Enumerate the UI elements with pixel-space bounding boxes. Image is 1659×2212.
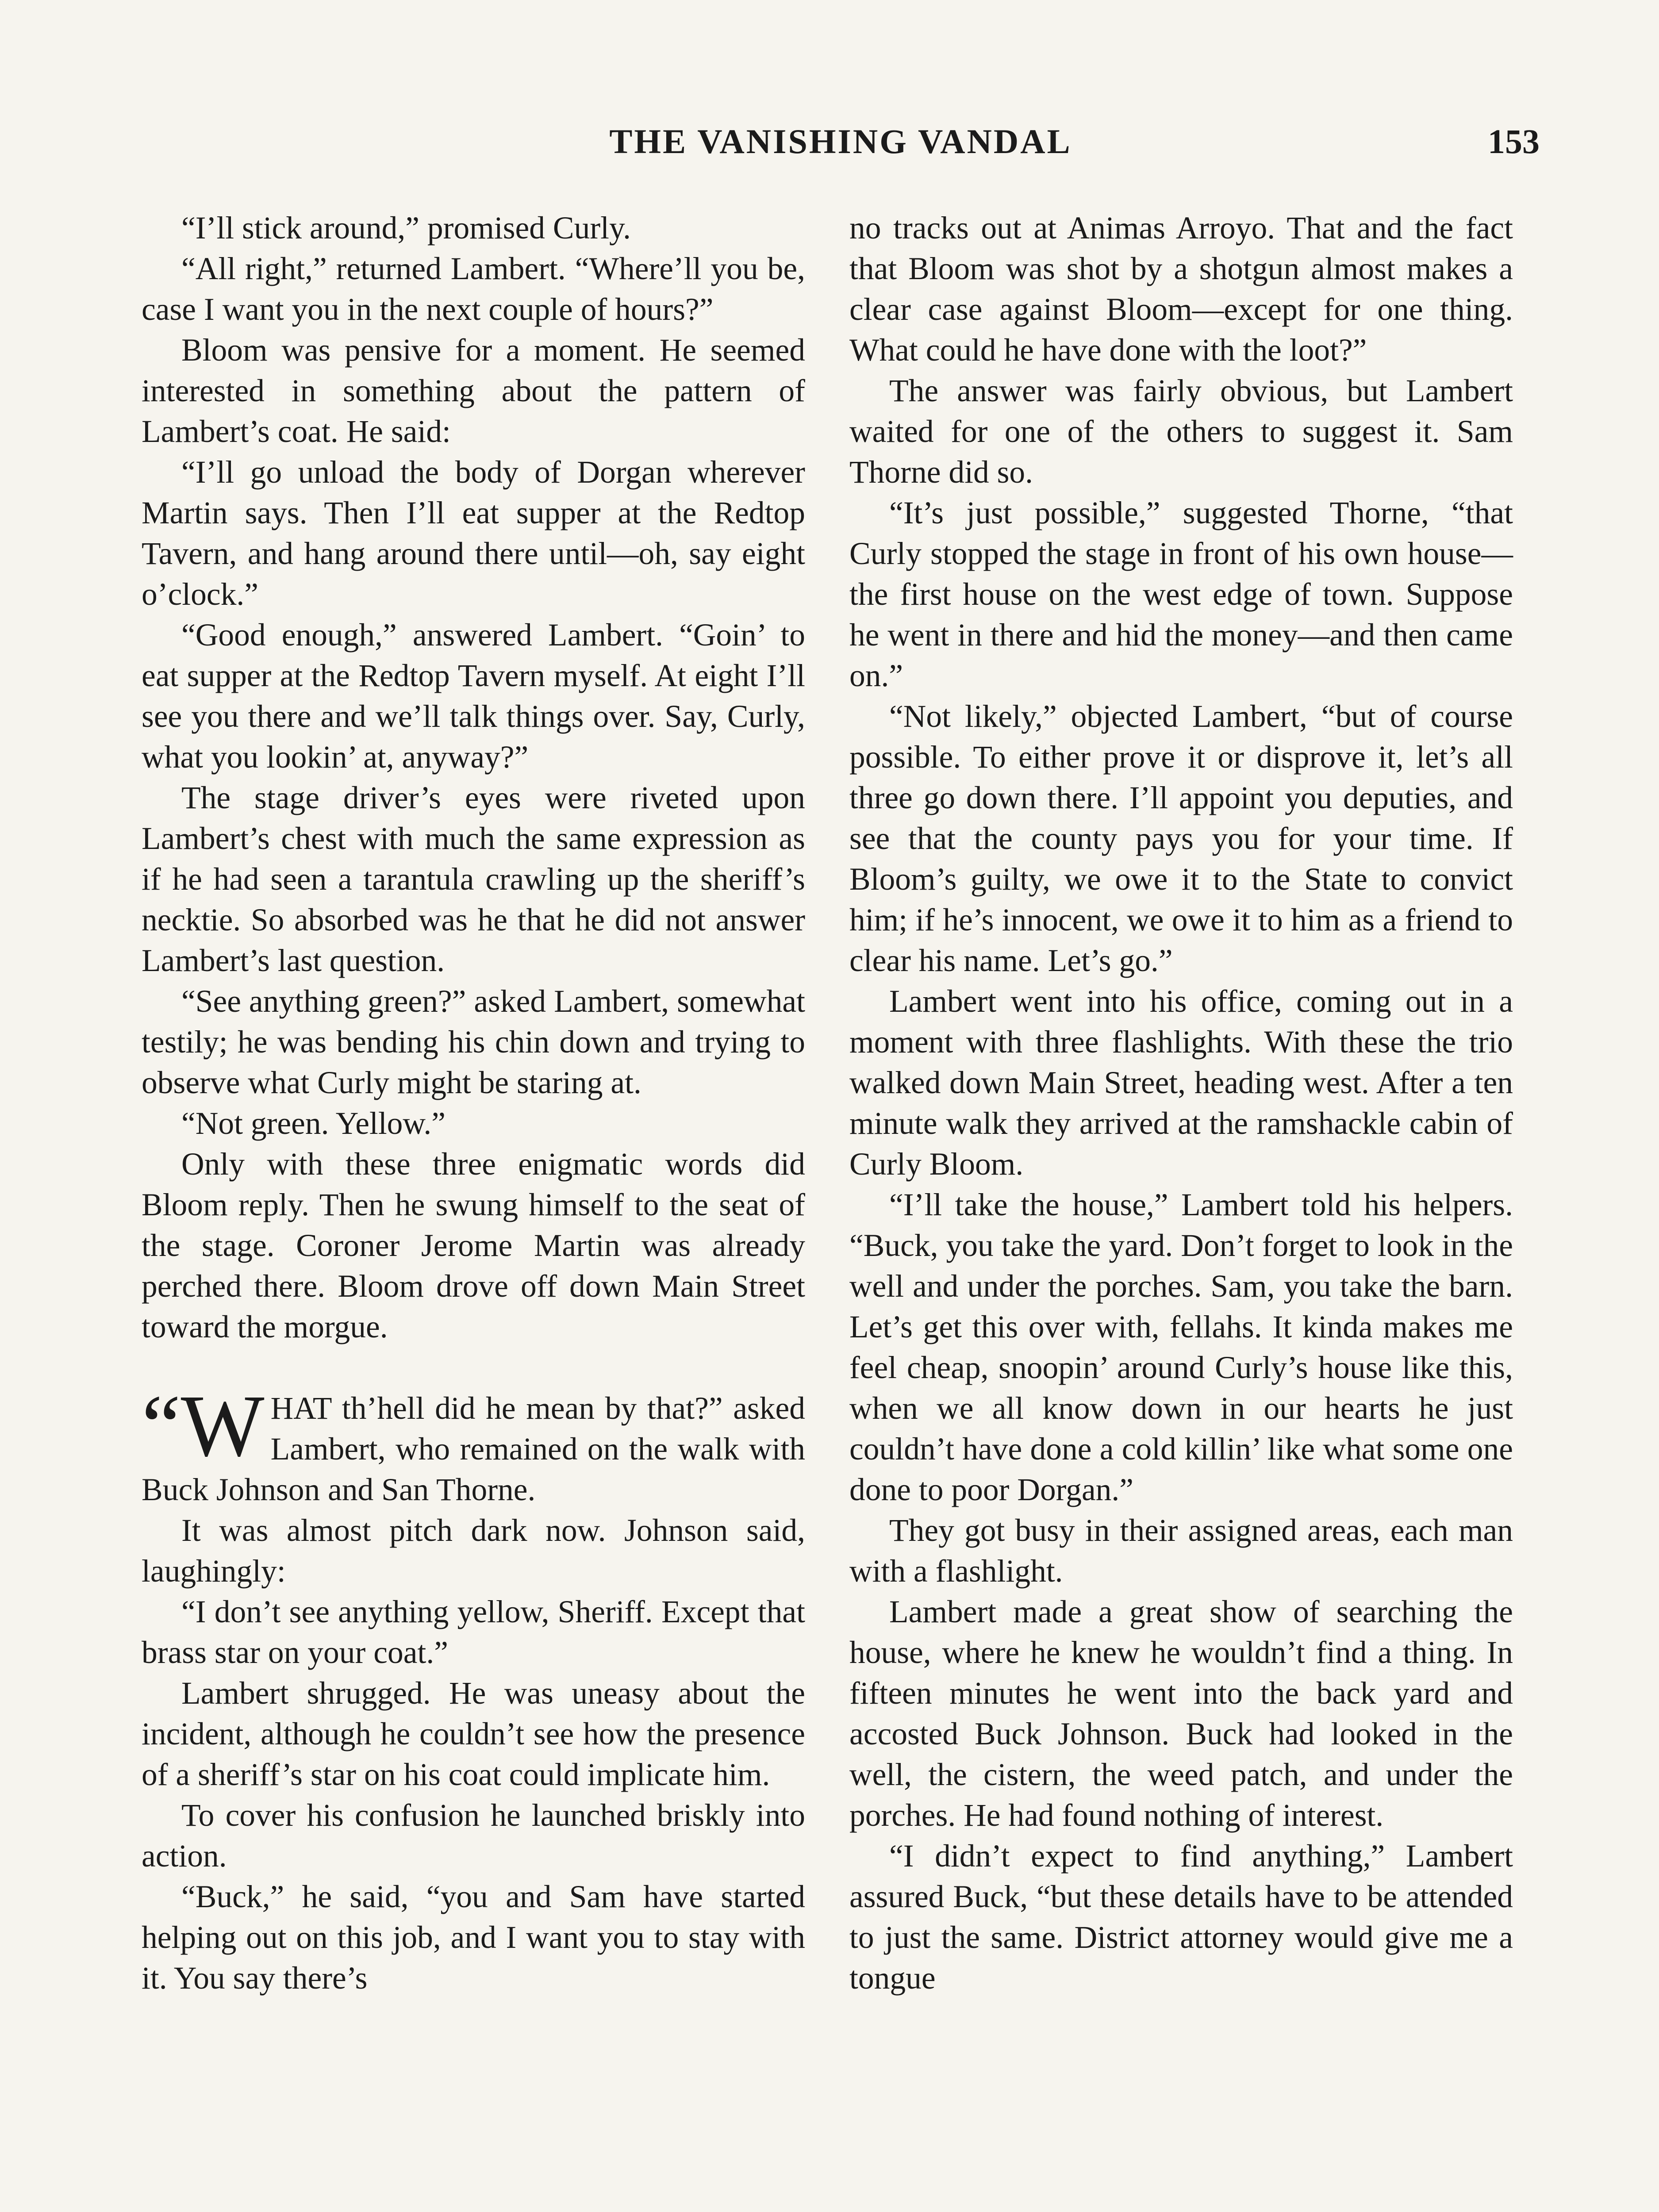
drop-cap-letter: W — [180, 1377, 265, 1475]
paragraph: They got busy in their assigned areas, each man with a flashlight. — [849, 1513, 1513, 1589]
paragraph: It was almost pitch dark now. Johnson said, laughingly: — [142, 1513, 805, 1589]
paragraph: “Not likely,” objected Lambert, “but of course possible. To either prove it or disprove it, let’s all three go down there. I’ll appoint you deputies, and see that the county pays you for your time. If Bloom’s guilty, we owe it to the State to convict him; if he’s innocent, we owe it to him as a friend to clear his name. Let’s go.” — [849, 699, 1513, 978]
drop-cap-quote: “ — [142, 1377, 181, 1475]
paragraph: “I’ll take the house,” Lambert told his helpers. “Buck, you take the yard. Don’t forget to look in the well and under the porches. Sam, you take the barn. Let’s get this over with, fellahs. It kinda makes me feel cheap, snoopin’ around Curly’s house like this, when we all know down in our hearts he just couldn’t have done a cold killin’ like what some one done to poor Dorgan.” — [849, 1187, 1513, 1507]
running-title: THE VANISHING VANDAL — [609, 122, 1072, 161]
section-opening-paragraph — [142, 1377, 805, 1510]
paragraph: “Buck,” he said, “you and Sam have started helping out on this job, and I want you to stay with it. You say there’s — [142, 1879, 805, 1996]
paragraph: Lambert made a great show of searching the house, where he knew he wouldn’t find a thing. In fifteen minutes he went into the back yard and accosted Buck Johnson. Buck had looked in the well, the cistern, the weed patch, and under the porches. He had found nothing of interest. — [849, 1594, 1513, 1833]
paragraph: “Not green. Yellow.” — [181, 1106, 446, 1141]
paragraph: “See anything green?” asked Lambert, somewhat testily; he was bending his chin down and trying to observe what Curly might be staring at. — [142, 984, 805, 1100]
page-number: 153 — [1488, 122, 1540, 161]
paragraph-continued: no tracks out at Animas Arroyo. That and the fact that Bloom was shot by a shotgun almost makes a clear case against Bloom—except for one thing. What could he have done with the loot?” — [849, 211, 1513, 368]
paragraph: Lambert went into his office, coming out in a moment with three flashlights. With these the trio walked down Main Street, heading west. After a ten minute walk they arrived at the ramshackle cabin of Curly Bloom. — [849, 984, 1513, 1182]
left-column — [142, 208, 805, 1999]
paragraph: “I don’t see anything yellow, Sheriff. Except that brass star on your coat.” — [142, 1594, 805, 1670]
paragraph: Bloom was pensive for a moment. He seemed interested in something about the pattern of Lambert’s coat. He said: — [142, 333, 805, 449]
paragraph: Lambert shrugged. He was uneasy about the incident, although he couldn’t see how the presence of a sheriff’s star on his coat could implicate him. — [142, 1676, 805, 1792]
paragraph: “All right,” returned Lambert. “Where’ll you be, case I want you in the next couple of hours?” — [142, 251, 805, 327]
paragraph: “I’ll stick around,” promised Curly. — [181, 211, 631, 246]
drop-cap — [142, 1377, 265, 1475]
paragraph: “Good enough,” answered Lambert. “Goin’ to eat supper at the Redtop Tavern myself. At eight I’ll see you there and we’ll talk things over. Say, Curly, what you lookin’ at, anyway?” — [142, 618, 805, 775]
page-header — [142, 122, 1540, 170]
paragraph: “I didn’t expect to find anything,” Lambert assured Buck, “but these details have to be attended to just the same. District attorney would give me a tongue — [849, 1839, 1513, 1996]
right-column — [849, 208, 1513, 1999]
paragraph: “I’ll go unload the body of Dorgan wherever Martin says. Then I’ll eat supper at the Redtop Tavern, and hang around there until—oh, say eight o’clock.” — [142, 455, 805, 612]
paragraph: The answer was fairly obvious, but Lambert waited for one of the others to suggest it. Sam Thorne did so. — [849, 373, 1513, 490]
paragraph: “It’s just possible,” suggested Thorne, “that Curly stopped the stage in front of his own house—the first house on the west edge of town. Suppose he went in there and hid the money—and then came on.” — [849, 495, 1513, 693]
paragraph: Only with these three enigmatic words did Bloom reply. Then he swung himself to the seat of the stage. Coroner Jerome Martin was already perched there. Bloom drove off down Main Street toward the morgue. — [142, 1147, 805, 1344]
paragraph: The stage driver’s eyes were riveted upon Lambert’s chest with much the same expression as if he had seen a tarantula crawling up the sheriff’s necktie. So absorbed was he that he did not answer Lambert’s last question. — [142, 780, 805, 978]
section-opening-text: HAT th’hell did he mean by that?” asked Lambert, who remained on the walk with Buck Johnson and San Thorne. — [142, 1391, 805, 1507]
paragraph: To cover his confusion he launched briskly into action. — [142, 1798, 805, 1874]
